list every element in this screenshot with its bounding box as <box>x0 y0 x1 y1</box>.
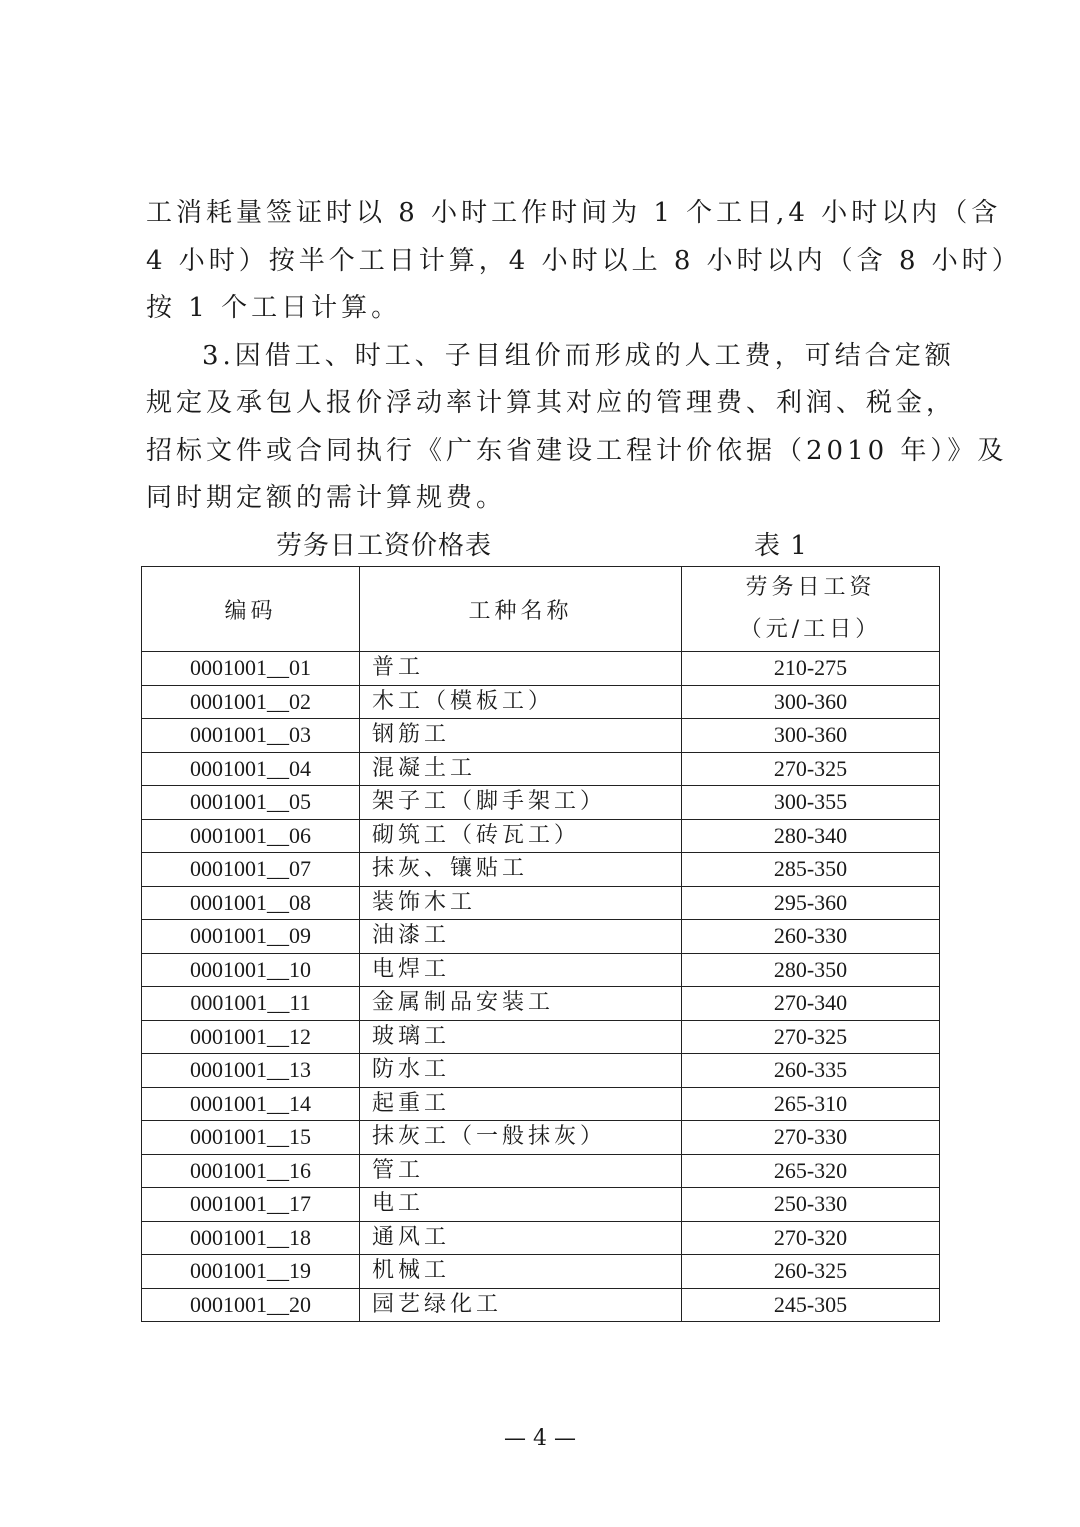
cell-name: 通风工 <box>360 1221 682 1255</box>
table-row <box>142 1154 940 1188</box>
cell-name: 油漆工 <box>360 920 682 954</box>
cell-wage: 270-325 <box>682 1020 940 1054</box>
cell-name: 起重工 <box>360 1087 682 1121</box>
cell-code: 0001001__02 <box>142 685 360 719</box>
cell-code: 0001001__11 <box>142 987 360 1021</box>
cell-wage: 285-350 <box>682 853 940 887</box>
cell-name: 普工 <box>360 652 682 686</box>
table-row <box>142 1020 940 1054</box>
table-row <box>142 685 940 719</box>
cell-name: 木工（模板工） <box>360 685 682 719</box>
table-number: 表 1 <box>754 531 808 561</box>
cell-code: 0001001__19 <box>142 1255 360 1289</box>
cell-code: 0001001__08 <box>142 886 360 920</box>
cell-name: 钢筋工 <box>360 719 682 753</box>
cell-wage: 265-320 <box>682 1154 940 1188</box>
paragraph-line: 同时期定额的需计算规费。 <box>146 483 507 513</box>
table-row <box>142 1087 940 1121</box>
cell-code: 0001001__17 <box>142 1188 360 1222</box>
cell-wage: 260-335 <box>682 1054 940 1088</box>
table-title: 劳务日工资价格表 <box>276 531 493 561</box>
cell-wage: 280-350 <box>682 953 940 987</box>
table-row <box>142 853 940 887</box>
table-body <box>142 652 940 1322</box>
cell-name: 装饰木工 <box>360 886 682 920</box>
table-row <box>142 1288 940 1322</box>
header-code: 编码 <box>142 567 360 652</box>
cell-wage: 265-310 <box>682 1087 940 1121</box>
table-row <box>142 1121 940 1155</box>
cell-wage: 260-325 <box>682 1255 940 1289</box>
page-number: — 4 — <box>504 1426 576 1451</box>
cell-wage: 295-360 <box>682 886 940 920</box>
table-row <box>142 886 940 920</box>
cell-code: 0001001__04 <box>142 752 360 786</box>
cell-wage: 210-275 <box>682 652 940 686</box>
cell-name: 管工 <box>360 1154 682 1188</box>
cell-code: 0001001__14 <box>142 1087 360 1121</box>
cell-code: 0001001__15 <box>142 1121 360 1155</box>
body-text <box>146 190 1022 523</box>
header-wage-line2: （元/工日） <box>739 617 882 642</box>
cell-name: 抹灰、镶贴工 <box>360 853 682 887</box>
cell-code: 0001001__13 <box>142 1054 360 1088</box>
cell-name: 玻璃工 <box>360 1020 682 1054</box>
table-row <box>142 719 940 753</box>
table-row <box>142 652 940 686</box>
cell-wage: 300-360 <box>682 719 940 753</box>
table-row <box>142 1255 940 1289</box>
cell-code: 0001001__06 <box>142 819 360 853</box>
table-row <box>142 920 940 954</box>
cell-name: 砌筑工（砖瓦工） <box>360 819 682 853</box>
paragraph-line: 按 1 个工日计算。 <box>146 293 402 323</box>
cell-wage: 300-360 <box>682 685 940 719</box>
cell-name: 机械工 <box>360 1255 682 1289</box>
cell-code: 0001001__05 <box>142 786 360 820</box>
cell-name: 金属制品安装工 <box>360 987 682 1021</box>
cell-wage: 245-305 <box>682 1288 940 1322</box>
paragraph-line: 3.因借工、时工、子目组价而形成的人工费，可结合定额 <box>202 340 955 371</box>
cell-name: 架子工（脚手架工） <box>360 786 682 820</box>
table-header-row <box>142 567 940 652</box>
cell-name: 防水工 <box>360 1054 682 1088</box>
cell-code: 0001001__16 <box>142 1154 360 1188</box>
cell-code: 0001001__12 <box>142 1020 360 1054</box>
cell-wage: 300-355 <box>682 786 940 820</box>
table-row <box>142 819 940 853</box>
cell-code: 0001001__09 <box>142 920 360 954</box>
table-row <box>142 1054 940 1088</box>
cell-wage: 280-340 <box>682 819 940 853</box>
cell-code: 0001001__10 <box>142 953 360 987</box>
header-wage <box>682 567 940 652</box>
paragraph-line: 4 小时）按半个工日计算，4 小时以上 8 小时以内（含 8 小时） <box>146 245 1022 276</box>
paragraph-line: 规定及承包人报价浮动率计算其对应的管理费、利润、税金， <box>146 388 957 418</box>
table-row <box>142 786 940 820</box>
cell-name: 电焊工 <box>360 953 682 987</box>
wage-price-table <box>141 566 940 1322</box>
paragraph-line: 工消耗量签证时以 8 小时工作时间为 1 个工日,4 小时以内（含 <box>146 198 1002 228</box>
cell-wage: 270-340 <box>682 987 940 1021</box>
table-row <box>142 953 940 987</box>
header-wage-line1: 劳务日工资 <box>745 575 876 600</box>
cell-name: 园艺绿化工 <box>360 1288 682 1322</box>
cell-code: 0001001__03 <box>142 719 360 753</box>
cell-code: 0001001__07 <box>142 853 360 887</box>
cell-wage: 270-330 <box>682 1121 940 1155</box>
cell-name: 混凝土工 <box>360 752 682 786</box>
table-row <box>142 1188 940 1222</box>
cell-wage: 260-330 <box>682 920 940 954</box>
cell-code: 0001001__01 <box>142 652 360 686</box>
cell-wage: 270-325 <box>682 752 940 786</box>
cell-wage: 270-320 <box>682 1221 940 1255</box>
cell-code: 0001001__18 <box>142 1221 360 1255</box>
paragraph-line: 招标文件或合同执行《广东省建设工程计价依据（2010 年）》及 <box>146 435 1008 466</box>
cell-code: 0001001__20 <box>142 1288 360 1322</box>
table-row <box>142 752 940 786</box>
header-name: 工种名称 <box>360 567 682 652</box>
cell-name: 电工 <box>360 1188 682 1222</box>
table-row <box>142 987 940 1021</box>
cell-wage: 250-330 <box>682 1188 940 1222</box>
cell-name: 抹灰工（一般抹灰） <box>360 1121 682 1155</box>
table-row <box>142 1221 940 1255</box>
